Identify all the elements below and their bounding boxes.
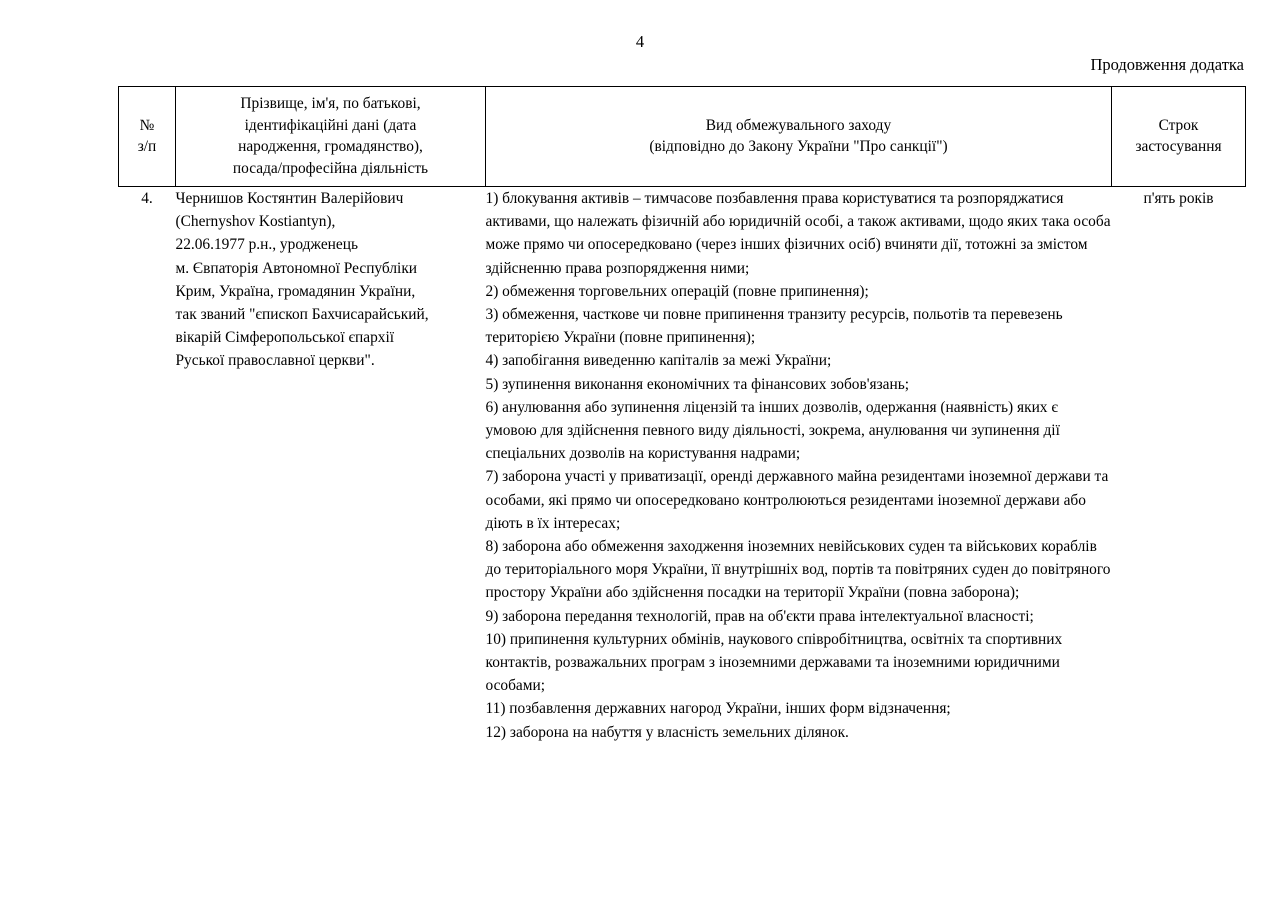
person-line: вікарій Сімферопольської єпархії [175,329,395,347]
table-body [119,187,1246,744]
measure-item: 1) блокування активів – тимчасове позбавлення права користуватися та розпоряджатися активами, що належать фізичній або юридичній особі, а також активами, щодо яких така особа може прямо чи опосередковано (через інших фізичних осіб) вчиняти дії, тотожні за змістом здійсненню права розпорядження ними; [485,190,1111,277]
column-header-number-line1: № [139,116,155,134]
person-line: Чернишов Костянтин Валерійович [175,190,404,207]
column-header-measure-line2: (відповідно до Закону України "Про санкції") [649,138,948,155]
measure-item: 7) заборона участі у приватизації, оренді державного майна резидентами іноземної держави та особами, які прямо чи опосередковано контролюються резидентами іноземної держави або діють в їх інтересах; [485,468,1109,532]
person-line: 22.06.1977 р.н., уродженець [175,236,358,254]
continuation-note: Продовження додатка [1090,55,1244,74]
measure-item: 6) анулювання або зупинення ліцензій та інших дозволів, одержання (наявність) яких є умовою для здійснення певного виду діяльності, зокрема, анулювання чи зупинення дії спеціальних дозволів на користування надрами; [485,398,1060,463]
column-header-term-line2: застосування [1135,138,1222,155]
measure-item: 2) обмеження торговельних операцій (повне припинення); [485,282,869,300]
sanctions-table [118,86,1246,744]
measure-item: 8) заборона або обмеження заходження іноземних невійськових суден та військових кораблів до територіального моря України, її внутрішніх вод, портів та повітряних суден до повітряного простору України або здійснення посадки на території України (повна заборона); [485,538,1111,602]
column-header-person [176,87,486,187]
cell-restrictive-measures [486,187,1112,744]
column-header-number-line2: з/п [137,138,157,155]
measure-item: 4) запобігання виведенню капіталів за межі України; [485,352,832,370]
column-header-person-line1: Прізвище, ім'я, по батькові, [240,95,421,112]
person-line: Крим, Україна, громадянин України, [175,282,416,300]
column-header-person-line2: ідентифікаційні дані (дата [244,116,417,134]
column-header-number [119,87,176,187]
person-line: (Chernyshov Kostiantyn), [175,213,336,231]
table-header [119,87,1246,187]
table-header-row [119,87,1246,187]
cell-person-details [176,187,486,744]
column-header-person-line4: посада/професійна діяльність [232,159,429,177]
cell-application-term: п'ять років [1143,190,1214,207]
person-line: так званий "єпископ Бахчисарайський, [175,306,429,324]
measure-item: 12) заборона на набуття у власність земельних ділянок. [485,723,849,741]
page-number: 4 [635,32,645,51]
column-header-person-line3: народження, громадянство), [238,138,423,155]
measure-item: 11) позбавлення державних нагород України, інших форм відзначення; [485,700,951,718]
person-line: м. Євпаторія Автономної Республіки [175,259,418,277]
column-header-measure-line1: Вид обмежувального заходу [705,116,892,134]
measure-item: 5) зупинення виконання економічних та фінансових зобов'язань; [485,375,910,393]
table-row [119,187,1246,744]
measure-item: 3) обмеження, часткове чи повне припинення транзиту ресурсів, польотів та перевезень територією України (повне припинення); [485,306,1063,347]
column-header-term-line1: Строк [1158,116,1199,134]
cell-row-number: 4. [141,190,153,207]
person-line: Руської православної церкви". [175,352,375,370]
measure-item: 9) заборона передання технологій, прав на об'єкти права інтелектуальної власності; [485,607,1034,625]
column-header-measure [486,87,1112,187]
measure-item: 10) припинення культурних обмінів, наукового співробітництва, освітніх та спортивних контактів, розважальних програм з іноземними державами та іноземними юридичними особами; [485,630,1063,695]
column-header-term [1112,87,1246,187]
